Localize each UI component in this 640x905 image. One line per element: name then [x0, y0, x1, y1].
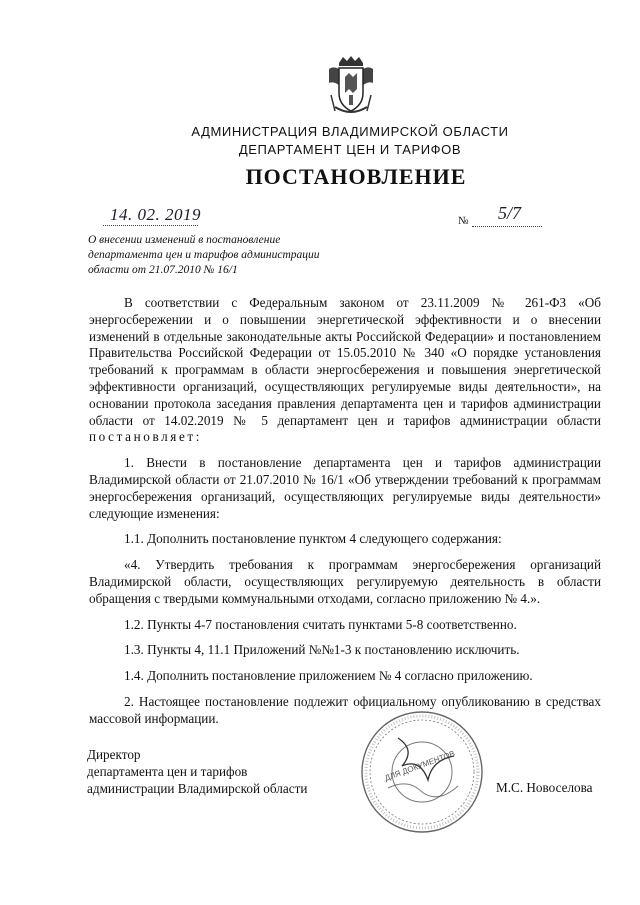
document-subject: [88, 233, 388, 278]
signatory-title-line: администрации Владимирской области: [87, 781, 308, 796]
organization-name: АДМИНИСТРАЦИЯ ВЛАДИМИРСКОЙ ОБЛАСТИ: [191, 124, 509, 139]
body-paragraph-1-2: 1.2. Пункты 4-7 постановления считать пунктами 5-8 соответственно.: [124, 616, 517, 632]
coat-of-arms-icon: [325, 55, 377, 117]
decree-word: постановляет:: [89, 429, 203, 445]
signatory-title: [87, 746, 307, 797]
signatory-title-line: Директор: [87, 747, 141, 762]
date-underline: [103, 225, 198, 226]
department-name: ДЕПАРТАМЕНТ ЦЕН И ТАРИФОВ: [238, 142, 462, 157]
subject-line: О внесении изменений в постановление: [88, 234, 281, 246]
document-number: 5/7: [498, 203, 522, 223]
body-paragraph-2: 2. Настоящее постановление подлежит официальному опубликованию в средствах массовой информации.: [89, 693, 601, 726]
body-paragraph-1-3: 1.3. Пункты 4, 11.1 Приложений №№1-3 к постановлению исключить.: [124, 642, 520, 658]
subject-line: департамента цен и тарифов администрации: [88, 249, 320, 261]
body-paragraph-1-4: 1.4. Дополнить постановление приложением № 4 согласно приложению.: [124, 668, 533, 684]
number-label: №: [458, 215, 469, 227]
seal-center-text: ДЛЯ ДОКУМЕНТОВ: [383, 749, 457, 783]
number-underline: [472, 226, 542, 227]
official-seal-icon: [358, 708, 486, 836]
subject-line: области от 21.07.2010 № 16/1: [88, 264, 238, 276]
body-paragraph-1-1: 1.1. Дополнить постановление пунктом 4 следующего содержания:: [124, 531, 502, 547]
document-title: ПОСТАНОВЛЕНИЕ: [245, 164, 467, 189]
body-paragraph-preamble: [89, 295, 601, 446]
document-body: [89, 295, 601, 728]
body-paragraph-1: 1. Внести в постановление департамента цен и тарифов администрации Владимирской области от 21.07.2010 № 16/1 «Об утверждении требований к программам энергосбережения организаций, осуществляющих регулируемые виды деятельности» следующие изменения:: [89, 455, 601, 521]
signatory-title-line: департамента цен и тарифов: [87, 764, 248, 779]
preamble-text: В соответствии с Федеральным законом от 23.11.2009 № 261-ФЗ «Об энергосбережении и о повышении энергетической эффективности и о внесении изменений в отдельные законодательные акты Российской Федерации» и постановлением Правительства Российской Федерации от 15.05.2010 № 340 «О порядке установления требований к программам в области энергосбережения и повышения энергетической эффективности организаций, осуществляющих регулируемые виды деятельности», на основании протокола заседания правления департамента цен и тарифов администрации области от 14.02.2019 № 5 департамент цен и тарифов администрации области: [89, 295, 601, 428]
signatory-name: М.С. Новоселова: [496, 780, 593, 795]
document-date: 14. 02. 2019: [110, 205, 201, 224]
body-paragraph-quote: «4. Утвердить требования к программам энергосбережения организаций Владимирской области, осуществляющих регулируемую деятельность в области обращения с твердыми коммунальными отходами, согласно приложению № 4.».: [89, 557, 601, 606]
